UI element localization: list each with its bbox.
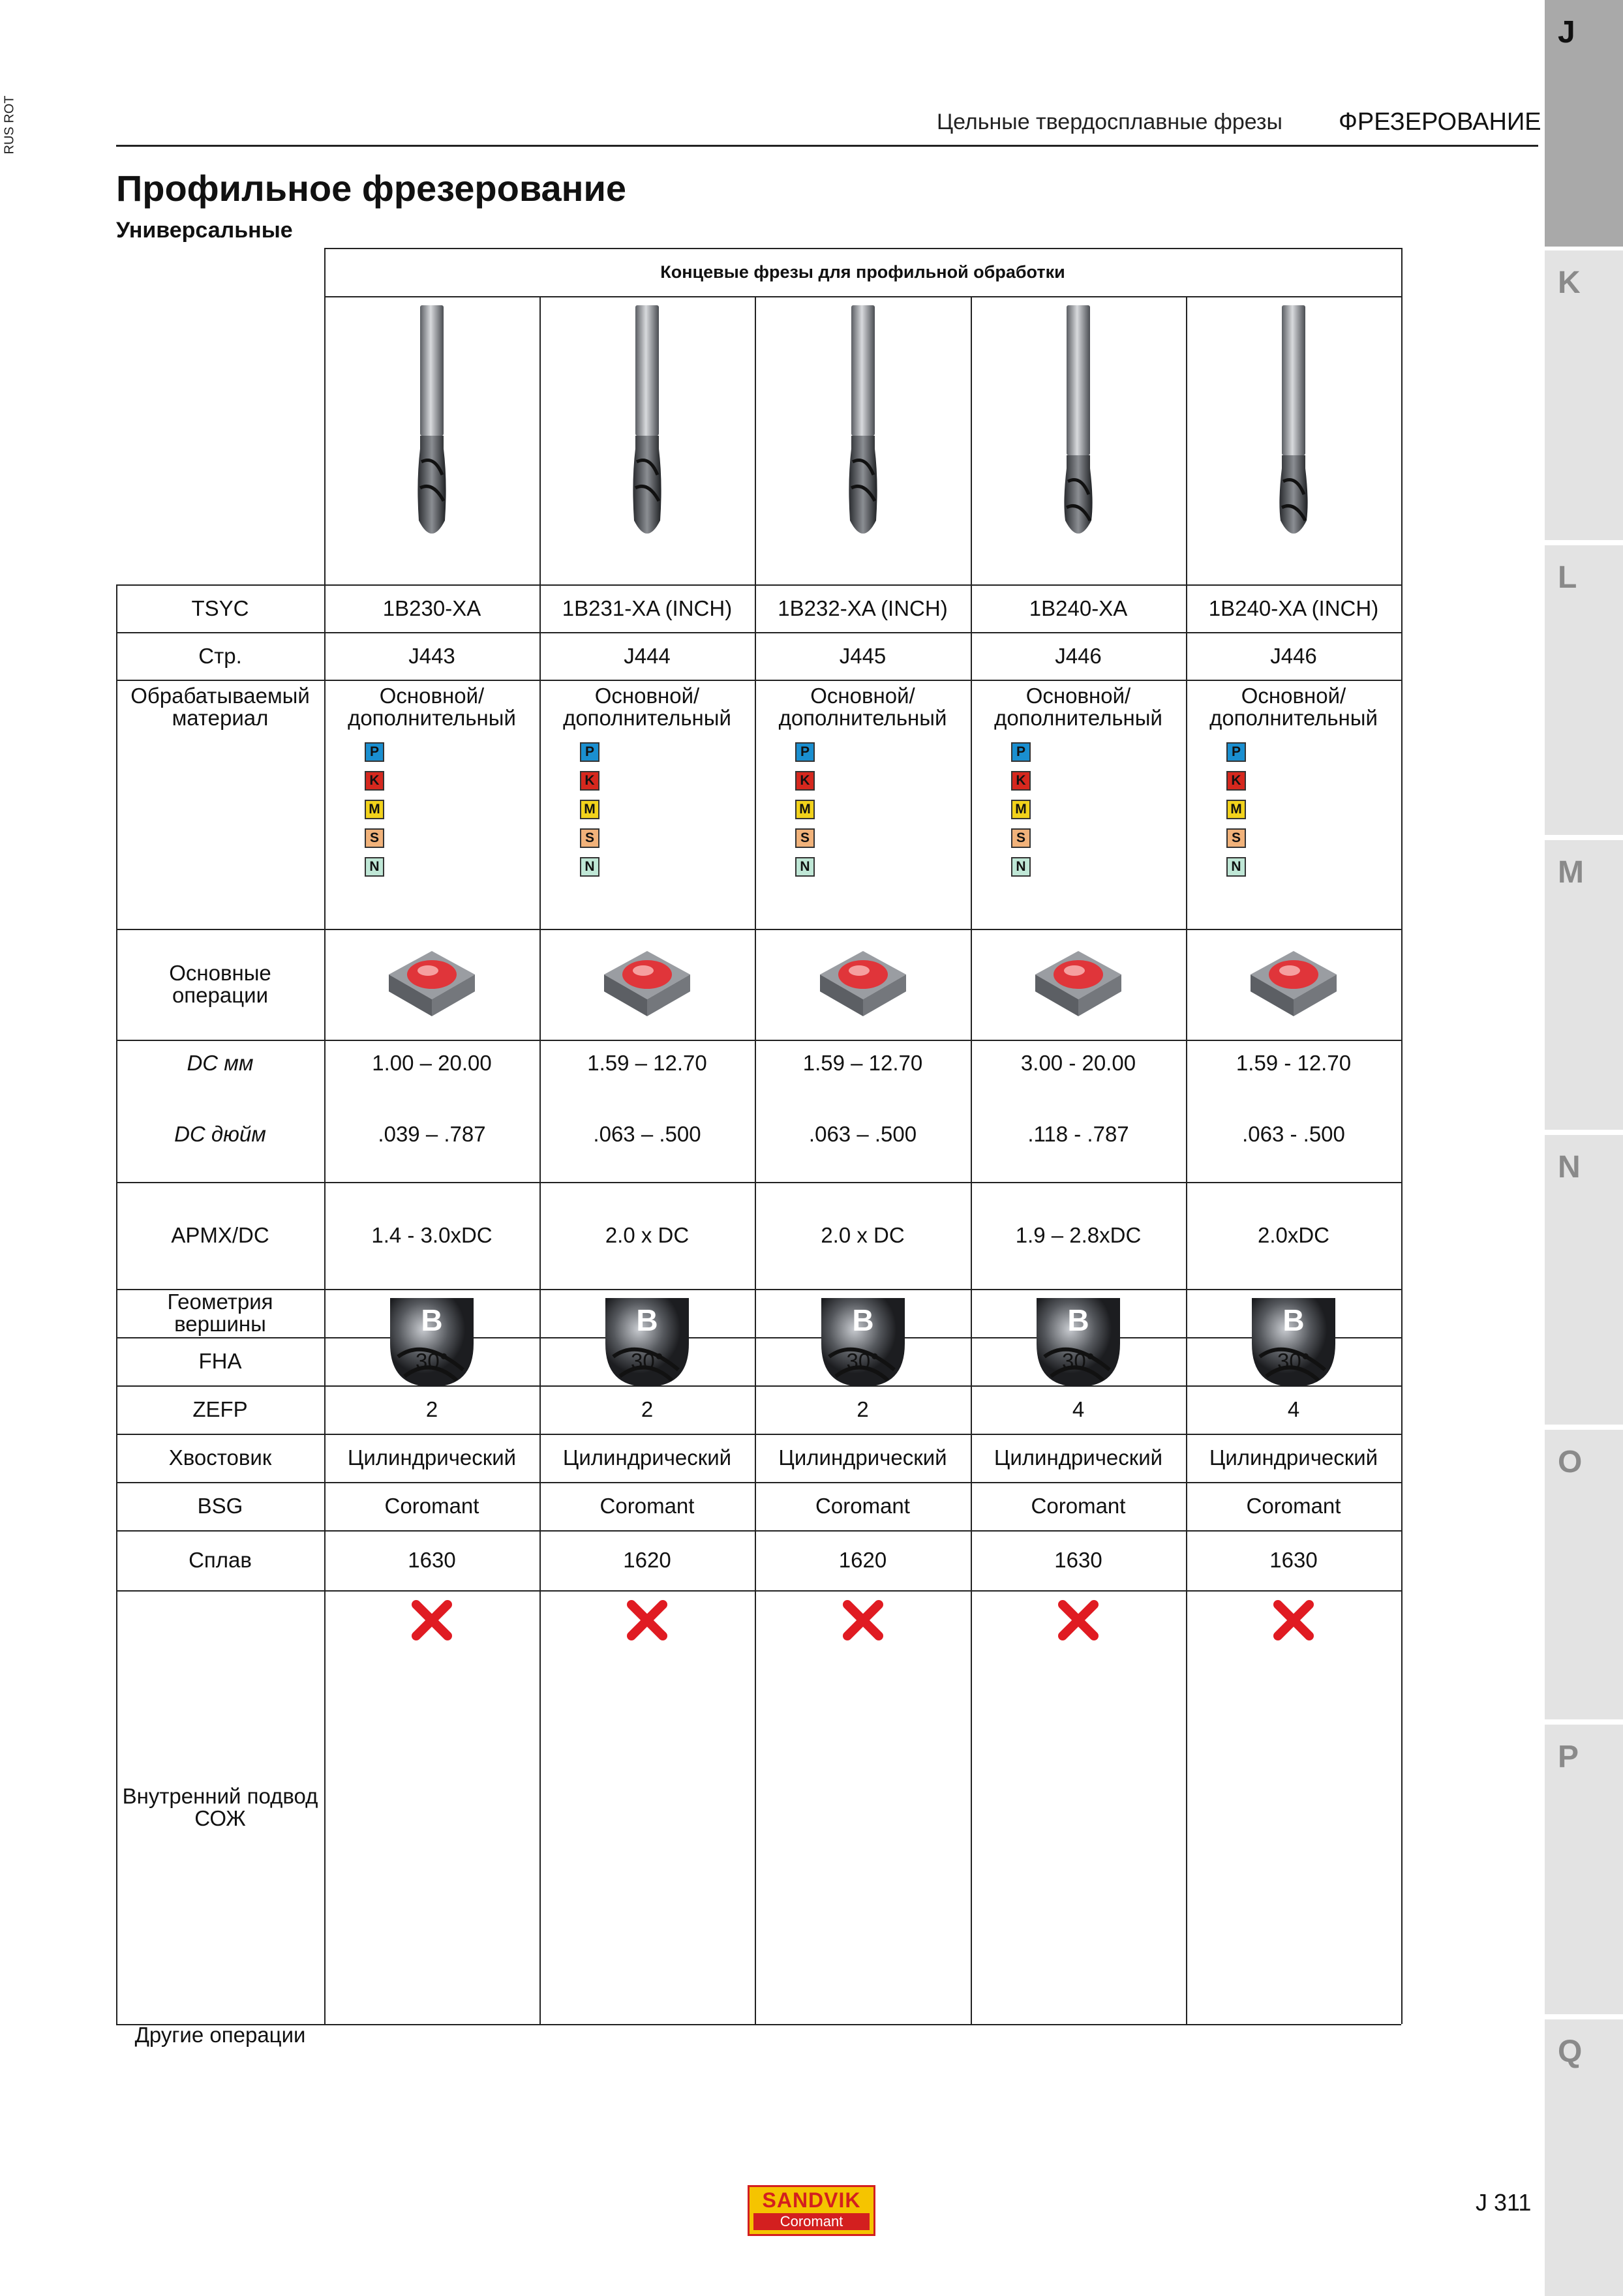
tsyc-value: 1B240-XA (INCH)	[1208, 596, 1379, 620]
cavity-milling-icon	[601, 948, 693, 1020]
page-ref-value: J443	[408, 643, 455, 668]
shank-value: Цилиндрический	[994, 1445, 1163, 1470]
header-rule	[116, 145, 1538, 147]
page-number: J 311	[1476, 2189, 1532, 2216]
no-coolant-cross-icon	[842, 1599, 884, 1641]
grade-value: 1630	[1269, 1548, 1318, 1572]
tsyc-value: 1B240-XA	[1029, 596, 1128, 620]
iso-material-codes	[365, 742, 384, 877]
svg-text:B: B	[1282, 1303, 1305, 1337]
svg-text:B: B	[851, 1303, 874, 1337]
bsg-value: Coromant	[1031, 1494, 1126, 1518]
fha-value: 30°	[1062, 1349, 1095, 1373]
page-ref-value: J446	[1270, 643, 1317, 668]
dc-inch-value: .063 - .500	[1242, 1122, 1345, 1146]
apmx-label: APMX/DC	[171, 1223, 269, 1247]
dc-mm-value: 1.59 - 12.70	[1236, 1051, 1352, 1075]
grade-value: 1620	[623, 1548, 671, 1572]
tab-p[interactable]: P	[1545, 1725, 1623, 2014]
fha-label: FHA	[198, 1349, 242, 1373]
zefp-value: 4	[1287, 1397, 1300, 1421]
page-title: Профильное фрезерование	[116, 168, 627, 209]
geometry-label: Геометрия вершины	[167, 1290, 273, 1336]
iso-material-n: N	[580, 857, 599, 877]
iso-material-p: P	[1226, 742, 1246, 762]
grade-label: Сплав	[189, 1548, 252, 1572]
grade-value: 1630	[408, 1548, 456, 1572]
dc-mm-value: 1.00 – 20.00	[372, 1051, 492, 1075]
tab-j[interactable]: J	[1545, 0, 1623, 247]
iso-material-s: S	[1226, 828, 1246, 848]
material-label: Обрабатываемый материал	[130, 684, 310, 730]
end-mill-image	[1052, 305, 1104, 553]
iso-material-p: P	[365, 742, 384, 762]
page-ref-value: J444	[624, 643, 671, 668]
page-subtitle: Универсальные	[116, 218, 293, 243]
page-ref-value: J445	[839, 643, 887, 668]
zefp-value: 2	[857, 1397, 869, 1421]
tsyc-value: 1B232-XA (INCH)	[778, 596, 948, 620]
cavity-milling-icon	[386, 948, 478, 1020]
fha-value: 30°	[846, 1349, 879, 1373]
bsg-value: Coromant	[1246, 1494, 1341, 1518]
bsg-value: Coromant	[384, 1494, 479, 1518]
fha-value: 30°	[416, 1349, 448, 1373]
iso-material-s: S	[580, 828, 599, 848]
tab-m[interactable]: M	[1545, 840, 1623, 1130]
material-value: Основной/ дополнительный	[563, 684, 731, 730]
shank-value: Цилиндрический	[778, 1445, 947, 1470]
shank-label: Хвостовик	[168, 1445, 272, 1470]
bsg-value: Coromant	[599, 1494, 695, 1518]
iso-material-m: M	[1011, 800, 1031, 819]
iso-material-codes	[795, 742, 815, 877]
dc-inch-label: DC дюйм	[174, 1122, 266, 1146]
end-mill-image	[837, 305, 889, 553]
svg-text:B: B	[421, 1303, 443, 1337]
page-ref-value: J446	[1055, 643, 1102, 668]
svg-text:B: B	[636, 1303, 658, 1337]
apmx-value: 1.4 - 3.0xDC	[371, 1223, 493, 1247]
tab-q[interactable]: Q	[1545, 2019, 1623, 2296]
grade-value: 1620	[838, 1548, 887, 1572]
iso-material-m: M	[580, 800, 599, 819]
shank-value: Цилиндрический	[562, 1445, 732, 1470]
iso-material-n: N	[795, 857, 815, 877]
dc-mm-value: 1.59 – 12.70	[587, 1051, 707, 1075]
sandvik-coromant-logo: SANDVIK Coromant	[748, 2185, 875, 2236]
zefp-value: 2	[425, 1397, 438, 1421]
iso-material-m: M	[795, 800, 815, 819]
no-coolant-cross-icon	[411, 1599, 453, 1641]
operations-label: Основные операции	[169, 961, 271, 1007]
iso-material-p: P	[580, 742, 599, 762]
iso-material-k: K	[1011, 771, 1031, 791]
tab-o[interactable]: O	[1545, 1430, 1623, 1719]
no-coolant-cross-icon	[626, 1599, 668, 1641]
no-coolant-cross-icon	[1057, 1599, 1099, 1641]
table-rule	[1401, 248, 1403, 2024]
iso-material-codes	[580, 742, 599, 877]
iso-material-s: S	[1011, 828, 1031, 848]
dc-inch-value: .063 – .500	[808, 1122, 917, 1146]
iso-material-k: K	[365, 771, 384, 791]
dc-mm-value: 1.59 – 12.70	[802, 1051, 923, 1075]
iso-material-s: S	[365, 828, 384, 848]
end-mill-image	[1267, 305, 1320, 553]
grade-value: 1630	[1054, 1548, 1102, 1572]
tab-k[interactable]: K	[1545, 250, 1623, 540]
table-rule	[116, 680, 1401, 681]
shank-value: Цилиндрический	[347, 1445, 517, 1470]
coolant-label: Внутренний подвод СОЖ	[122, 1783, 318, 1830]
header-subsection: Цельные твердосплавные фрезы	[937, 110, 1282, 134]
zefp-value: 4	[1072, 1397, 1085, 1421]
cavity-milling-icon	[817, 948, 909, 1020]
tab-l[interactable]: L	[1545, 545, 1623, 835]
iso-material-n: N	[1011, 857, 1031, 877]
material-value: Основной/ дополнительный	[1209, 684, 1378, 730]
iso-material-k: K	[580, 771, 599, 791]
tsyc-value: 1B230-XA	[382, 596, 481, 620]
other-operations-label: Другие операции	[134, 2023, 306, 2047]
iso-material-k: K	[795, 771, 815, 791]
tab-n[interactable]: N	[1545, 1135, 1623, 1425]
dc-inch-value: .118 - .787	[1027, 1122, 1129, 1146]
svg-text:B: B	[1067, 1303, 1089, 1337]
tsyc-label: TSYC	[191, 596, 249, 620]
iso-material-codes	[1011, 742, 1031, 877]
material-value: Основной/ дополнительный	[778, 684, 947, 730]
apmx-value: 1.9 – 2.8xDC	[1015, 1223, 1142, 1247]
fha-value: 30°	[631, 1349, 663, 1373]
end-mill-image	[621, 305, 673, 553]
apmx-value: 2.0xDC	[1257, 1223, 1330, 1247]
iso-material-n: N	[365, 857, 384, 877]
iso-material-k: K	[1226, 771, 1246, 791]
iso-material-m: M	[365, 800, 384, 819]
dc-mm-label: DC мм	[187, 1051, 254, 1075]
iso-material-n: N	[1226, 857, 1246, 877]
iso-material-p: P	[1011, 742, 1031, 762]
no-coolant-cross-icon	[1273, 1599, 1314, 1641]
apmx-value: 2.0 x DC	[605, 1223, 690, 1247]
cavity-milling-icon	[1248, 948, 1339, 1020]
page-ref-label: Стр.	[198, 643, 242, 668]
bsg-label: BSG	[197, 1494, 243, 1518]
zefp-label: ZEFP	[192, 1397, 248, 1421]
table-group-title: Концевые фрезы для профильной обработки	[660, 262, 1065, 282]
iso-material-codes	[1226, 742, 1246, 877]
tsyc-value: 1B231-XA (INCH)	[562, 596, 733, 620]
dc-inch-value: .063 – .500	[593, 1122, 701, 1146]
apmx-value: 2.0 x DC	[821, 1223, 905, 1247]
header-section: ФРЕЗЕРОВАНИЕ	[1339, 108, 1541, 136]
shank-value: Цилиндрический	[1209, 1445, 1378, 1470]
material-value: Основной/ дополнительный	[994, 684, 1162, 730]
end-mill-image	[406, 305, 458, 553]
cavity-milling-icon	[1033, 948, 1124, 1020]
iso-material-p: P	[795, 742, 815, 762]
table-rule	[324, 296, 1401, 297]
dc-mm-value: 3.00 - 20.00	[1020, 1051, 1136, 1075]
document-code: RUS ROT	[2, 95, 17, 155]
material-value: Основной/ дополнительный	[348, 684, 516, 730]
zefp-value: 2	[641, 1397, 654, 1421]
dc-inch-value: .039 – .787	[378, 1122, 486, 1146]
iso-material-m: M	[1226, 800, 1246, 819]
fha-value: 30°	[1277, 1349, 1310, 1373]
iso-material-s: S	[795, 828, 815, 848]
bsg-value: Coromant	[815, 1494, 910, 1518]
